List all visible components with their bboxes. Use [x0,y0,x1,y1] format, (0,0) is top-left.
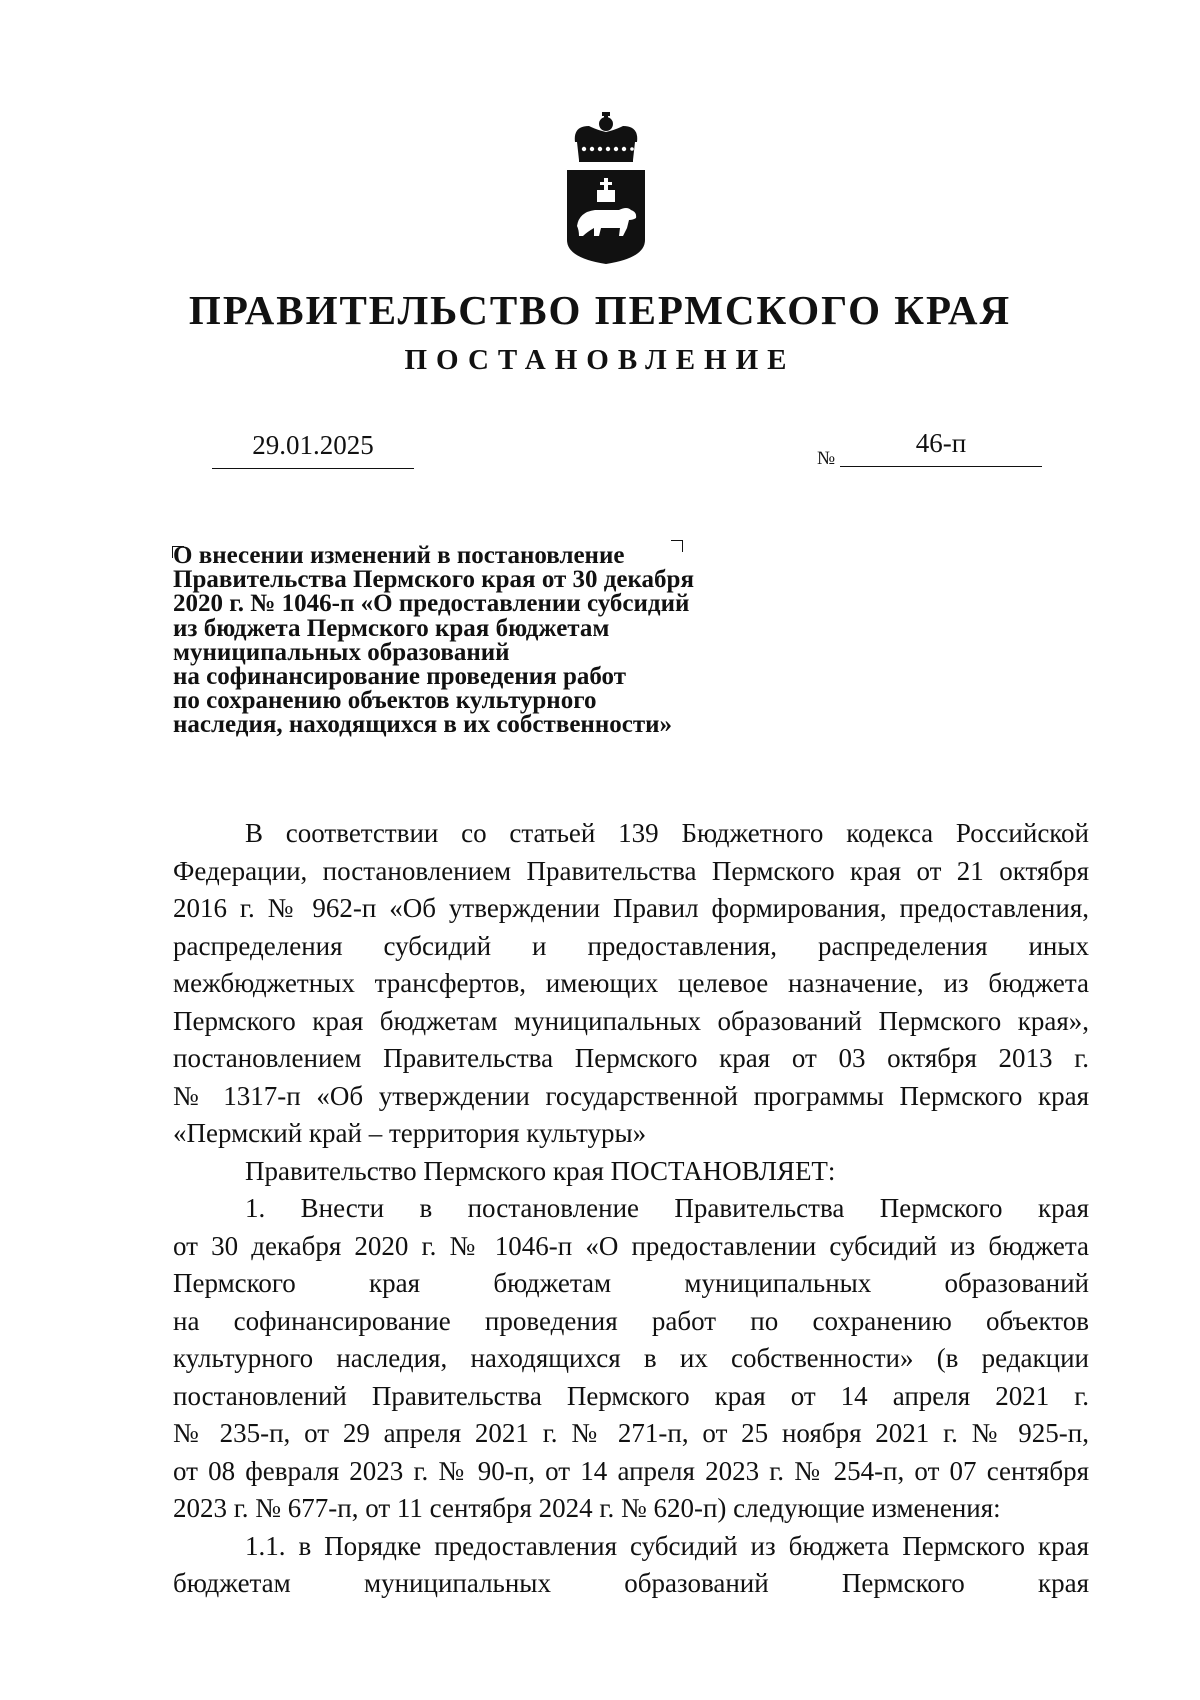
body-line: культурного наследия, находящихся в их собственности» (в редакции [173,1343,1089,1373]
body-line: от 08 февраля 2023 г. № 90-п, от 14 апреля 2023 г. № 254-п, от 07 сентября [173,1455,1089,1486]
body-line: № 1317-п «Об утверждении государственной программы Пермского края [173,1080,1089,1111]
body-line: 1. Внести в постановление Правительства Пермского края [245,1193,1089,1223]
body-line: «Пермский край – территория культуры» [173,1118,647,1148]
perm-krai-coat-of-arms-icon [561,112,651,270]
number-underline [840,466,1042,467]
document-subject [173,544,813,738]
body-line: постановлением Правительства Пермского края от 03 октября 2013 г. [173,1043,1089,1073]
number-sign: № [817,448,836,469]
subject-line: муниципальных образований [173,638,510,666]
body-line: 1.1. в Порядке предоставления субсидий из бюджета Пермского края [245,1530,1089,1561]
subject-line: по сохранению объектов культурного [173,687,597,715]
body-line: 2016 г. № 962-п «Об утверждении Правил формирования, предоставления, [173,893,1089,923]
date-underline [212,468,414,469]
body-line: на софинансирование проведения работ по сохранению объектов [173,1305,1089,1336]
subject-line: 2020 г. № 1046-п «О предоставлении субсидий [173,590,690,618]
subject-line: на софинансирование проведения работ [173,663,627,691]
subject-line: Правительства Пермского края от 30 декабря [173,566,694,594]
body-line: Пермского края бюджетам муниципальных образований [173,1268,1089,1298]
body-line: Пермского края бюджетам муниципальных образований Пермского края», [173,1005,1089,1036]
body-line: Федерации, постановлением Правительства Пермского края от 21 октября [173,855,1089,886]
body-line: от 30 декабря 2020 г. № 1046-п «О предоставлении субсидий из бюджета [173,1230,1089,1261]
document-type: ПОСТАНОВЛЕНИЕ [404,344,796,376]
body-line: бюджетам муниципальных образований Пермского края [173,1568,1089,1598]
body-line: постановлений Правительства Пермского края от 14 апреля 2021 г. [173,1380,1089,1411]
government-title: ПРАВИТЕЛЬСТВО ПЕРМСКОГО КРАЯ [188,287,1012,333]
body-line: распределения субсидий и предоставления, распределения иных [173,930,1089,961]
document-body [173,815,1089,1603]
body-line: В соответствии со статьей 139 Бюджетного кодекса Российской [245,818,1089,848]
document-number: 46-п [915,428,967,458]
body-line: № 235-п, от 29 апреля 2021 г. № 271-п, от 25 ноября 2021 г. № 925-п, [173,1418,1089,1448]
subject-line: из бюджета Пермского края бюджетам [173,614,610,642]
body-line: 2023 г. № 677-п, от 11 сентября 2024 г. № 620-п) следующие изменения: [173,1493,1001,1523]
document-date: 29.01.2025 [252,430,374,460]
subject-line: О внесении изменений в постановление [173,542,625,569]
subject-line: наследия, находящихся в их собственности» [173,711,672,739]
resolution-heading: Правительство Пермского края ПОСТАНОВЛЯЕТ: [245,1155,836,1186]
body-line: межбюджетных трансфертов, имеющих целевое назначение, из бюджета [173,968,1089,998]
